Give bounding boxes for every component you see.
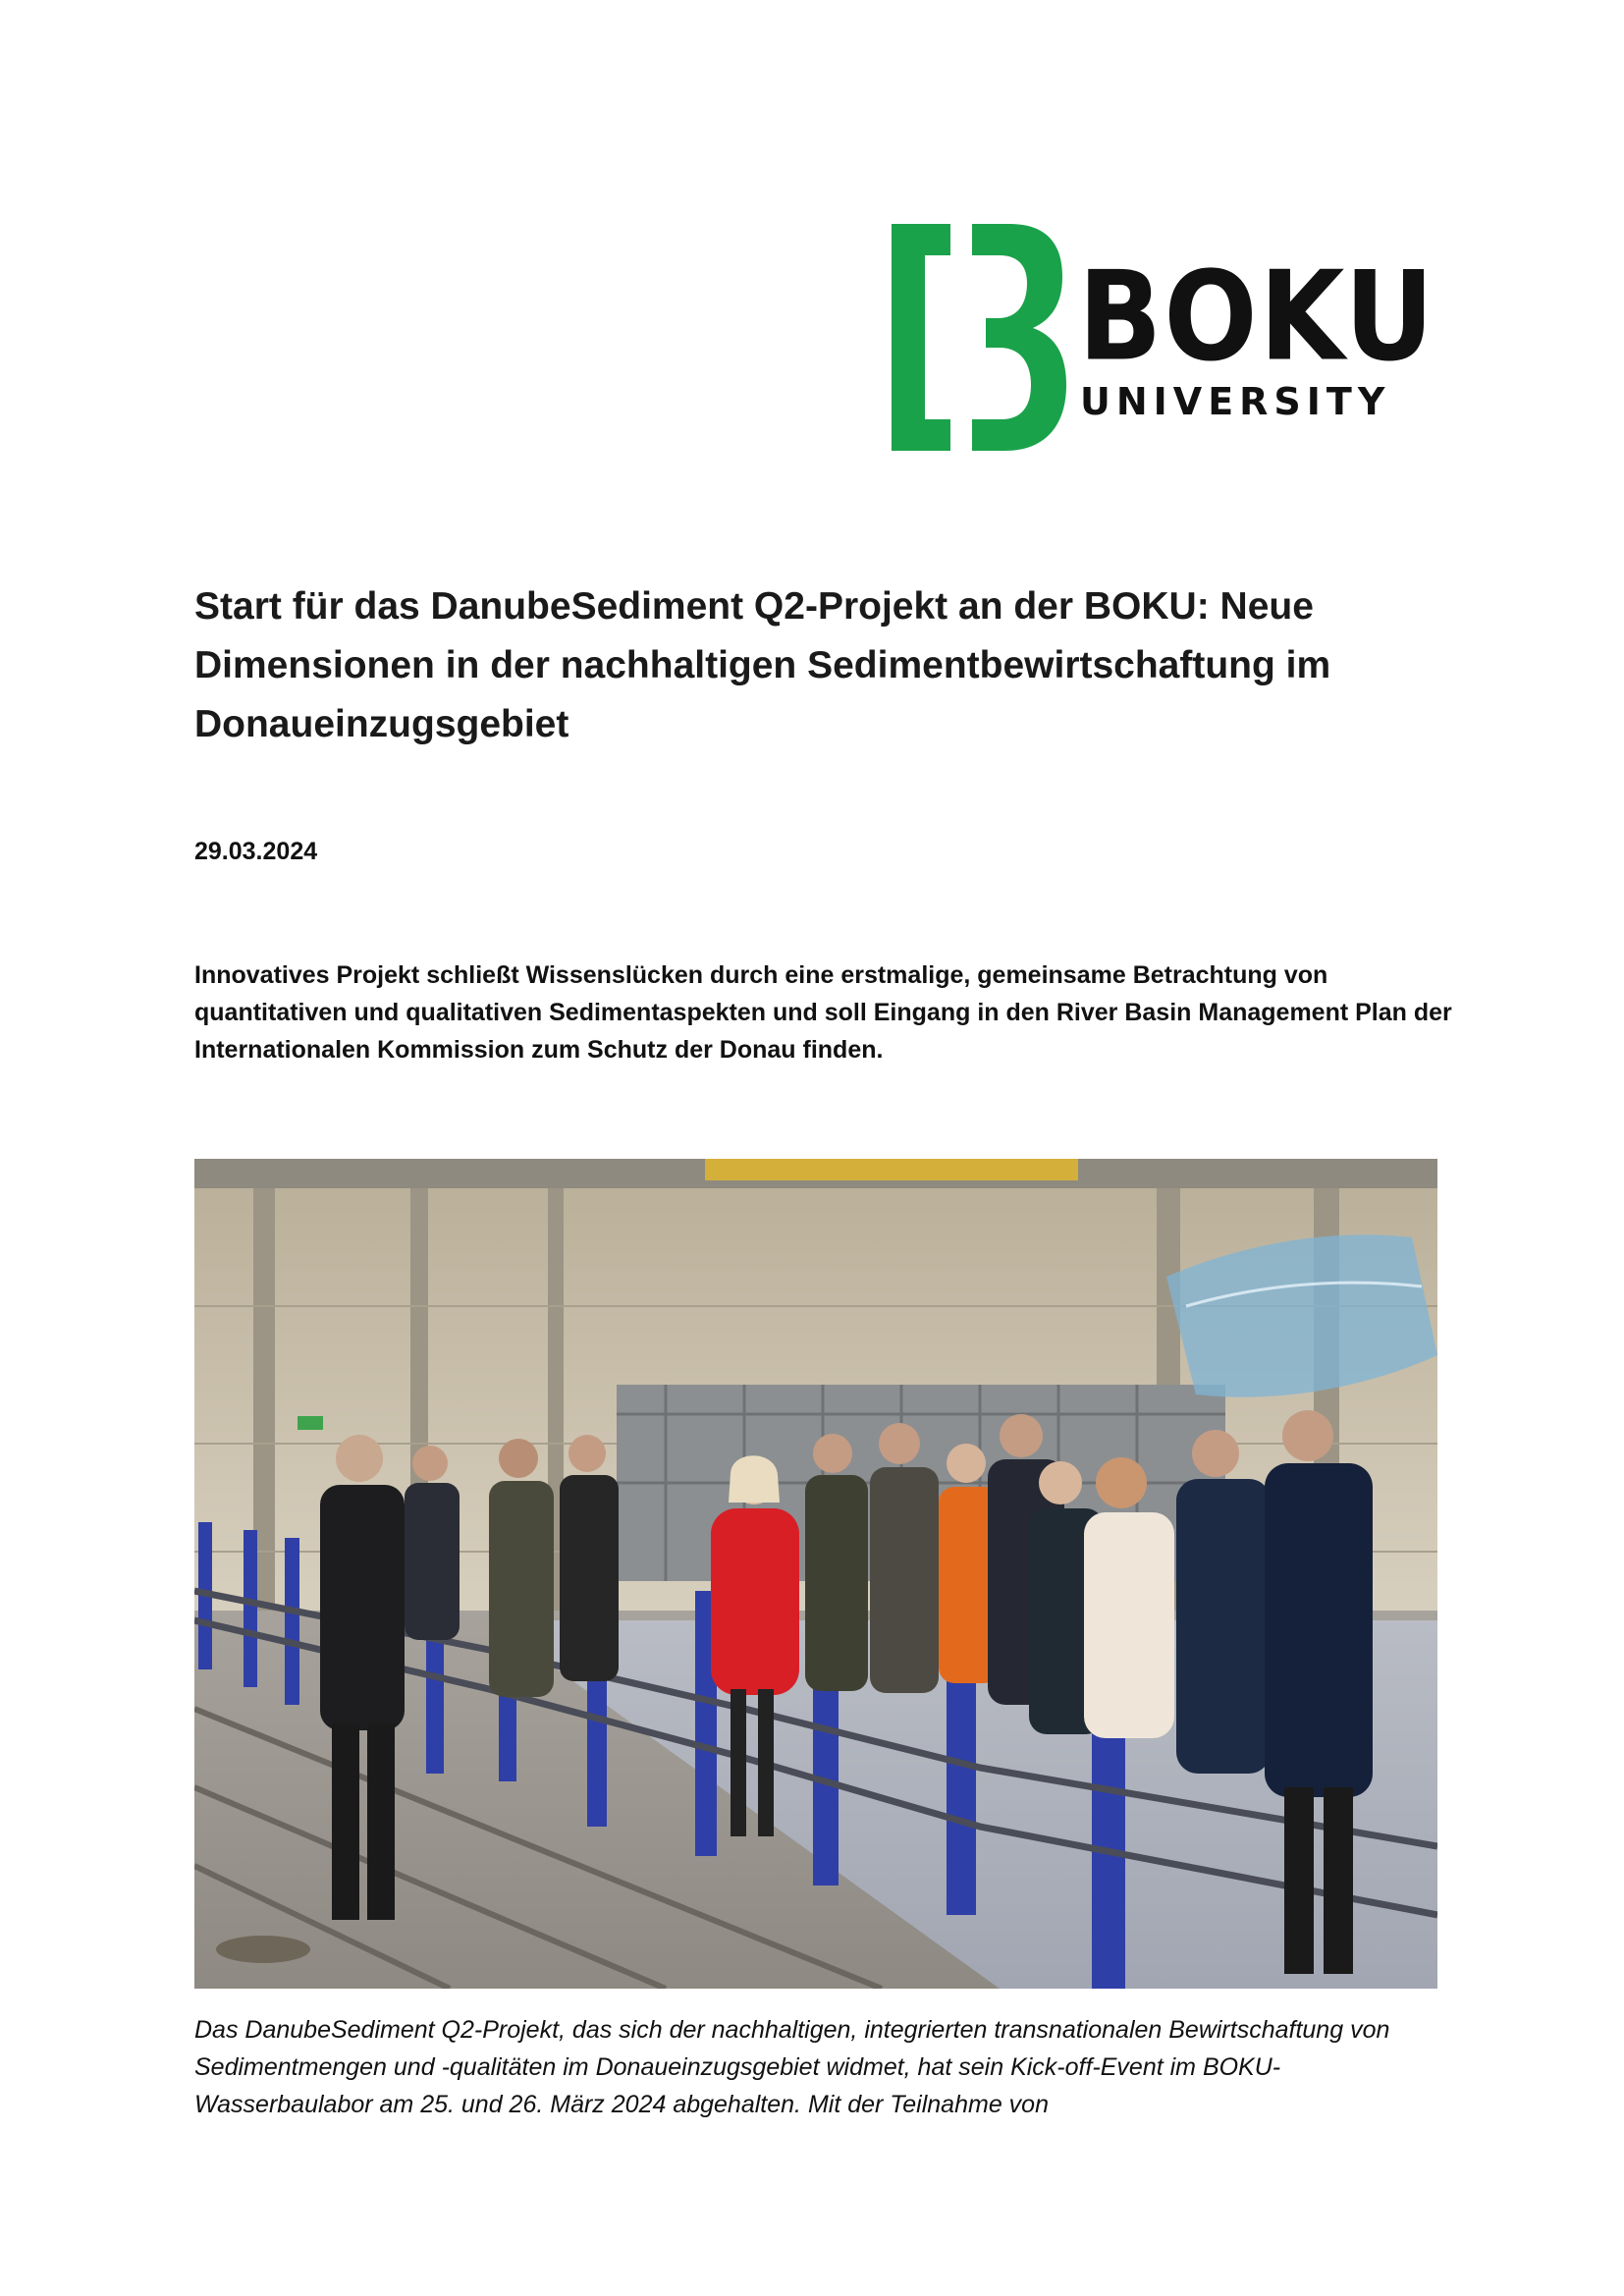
article-title: Start für das DanubeSediment Q2-Projekt an der BOKU: Neue Dimensionen in der nachhaltigen Sedimentbewirtschaftung im Donaueinzugsgebiet [194,585,1331,745]
article-date: 29.03.2024 [194,838,318,865]
boku-logo [884,218,1436,462]
logo-wordmark: BOKU [1078,245,1436,389]
logo-subtitle: UNIVERSITY [1080,380,1391,423]
photo-caption: Das DanubeSediment Q2-Projekt, das sich der nachhaltigen, integrierten transnationalen Bewirtschaftung von Sedimentmengen und -qualitäten im Donaueinzugsgebiet widmet, hat sein Kick-off-Event im BOKU-Wasserbaulabor am 25. und 26. März 2024 abgehalten. Mit der Teilnahme von [194,2016,1390,2118]
article-photo [194,1159,1437,1989]
article-lead: Innovatives Projekt schließt Wissenslücken durch eine erstmalige, gemeinsame Betrachtung von quantitativen und qualitativen Sedimentaspekten und soll Eingang in den River Basin Management Plan der Internationalen Kommission zum Schutz der Donau finden. [194,961,1452,1064]
lab-group-photo [194,1159,1437,1989]
boku-bracket-logo-icon [884,218,1070,459]
